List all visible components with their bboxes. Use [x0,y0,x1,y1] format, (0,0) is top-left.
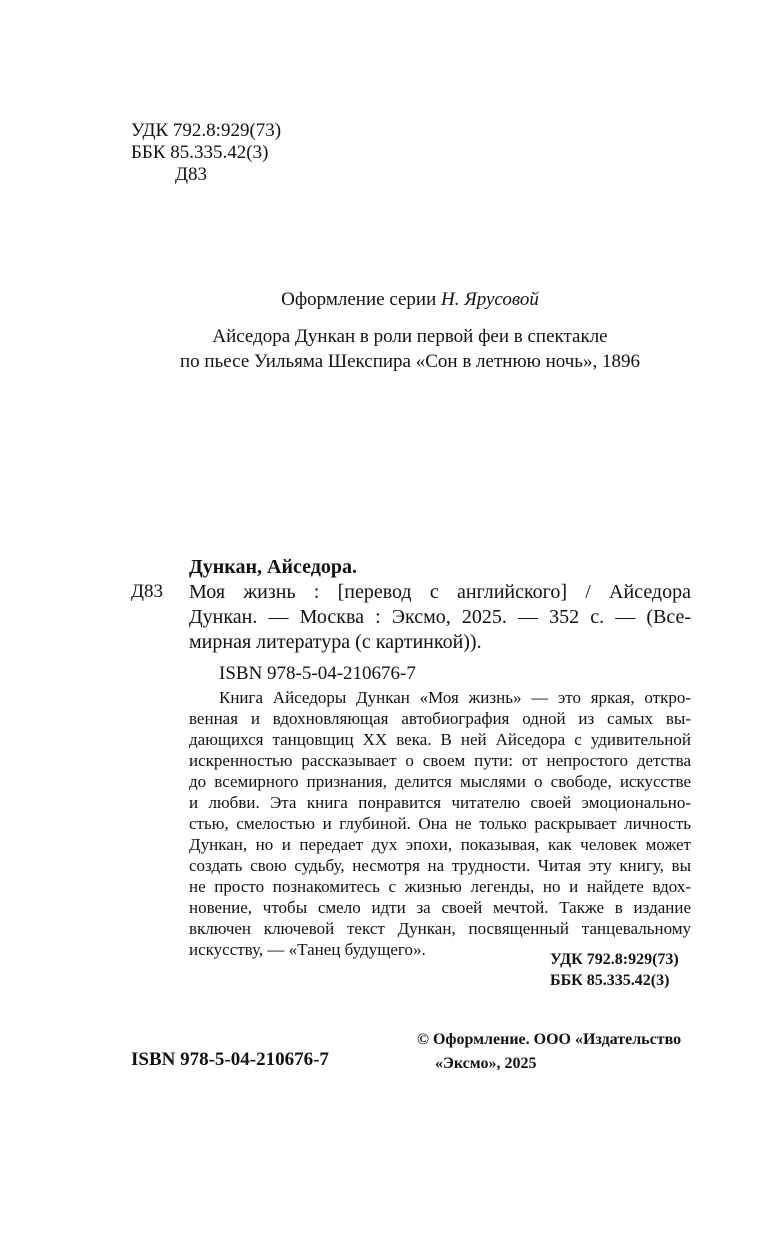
cover-caption [100,324,720,374]
annotation-line: Дункан, но и передает дух эпохи, показывая, как человек может [189,835,691,854]
annotation-line: не просто познакомитесь с жизнью легенды, но и найдете вдох- [189,877,691,896]
author-mark-code: Д83 [131,581,163,602]
biblio-line: Моя жизнь : [перевод с английского] / Айседора [189,581,691,603]
copyright-notice [417,1028,681,1076]
udk-code-right: УДК 792.8:929(73) [550,951,679,968]
annotation-line: включен ключевой текст Дункан, посвященный танцевальному [189,919,691,938]
cover-caption-line: Айседора Дункан в роли первой феи в спектакле [212,326,608,347]
annotation-line: стью, смелостью и глубиной. Она не только раскрывает личность [189,814,691,833]
series-design-credit [0,289,768,311]
annotation-line: венная и вдохновляющая автобиография одной из самых вы- [189,709,691,728]
author-heading: Дункан, Айседора. [189,556,357,578]
biblio-line: Дункан. — Москва : Эксмо, 2025. — 352 с. — (Все- [189,606,691,628]
bibliographic-description [189,580,691,655]
cover-caption-line: по пьесе Уильяма Шекспира «Сон в летнюю ночь», 1896 [180,351,640,372]
annotation [189,687,691,960]
annotation-line: новение, чтобы смело идти за своей мечтой. Также в издание [189,898,691,917]
annotation-line: дающихся танцовщиц XX века. В ней Айседора с удивительной [189,730,691,749]
annotation-line: и любви. Эта книга понравится читателю своей эмоционально- [189,793,691,812]
classification-block [131,120,281,186]
copyright-line: © Оформление. ООО «Издательство [417,1031,682,1048]
classification-block-right [550,949,679,991]
annotation-line: до всемирного признания, делится мыслями о свободе, искусстве [189,772,691,791]
biblio-line: мирная литература (с картинкой)). [189,631,482,653]
series-design-label: Оформление серии [281,289,437,310]
author-mark: Д83 [175,164,207,185]
annotation-line: Книга Айседоры Дункан «Моя жизнь» — это яркая, откро- [219,688,691,707]
annotation-line: искренностью рассказывает о своем пути: от непростого детства [189,751,691,770]
series-designer-name: Н. Ярусовой [441,289,539,310]
copyright-line: «Эксмо», 2025 [435,1055,537,1072]
bbk-code: ББК 85.335.42(3) [131,142,269,163]
isbn-bottom: ISBN 978-5-04-210676-7 [131,1049,329,1070]
annotation-line: искусству, — «Танец будущего». [189,940,426,959]
isbn-record: ISBN 978-5-04-210676-7 [219,663,416,684]
bbk-code-right: ББК 85.335.42(3) [550,972,670,989]
udk-code: УДК 792.8:929(73) [131,120,282,141]
annotation-line: создать свою судьбу, несмотря на трудности. Читая эту книгу, вы [189,856,691,875]
